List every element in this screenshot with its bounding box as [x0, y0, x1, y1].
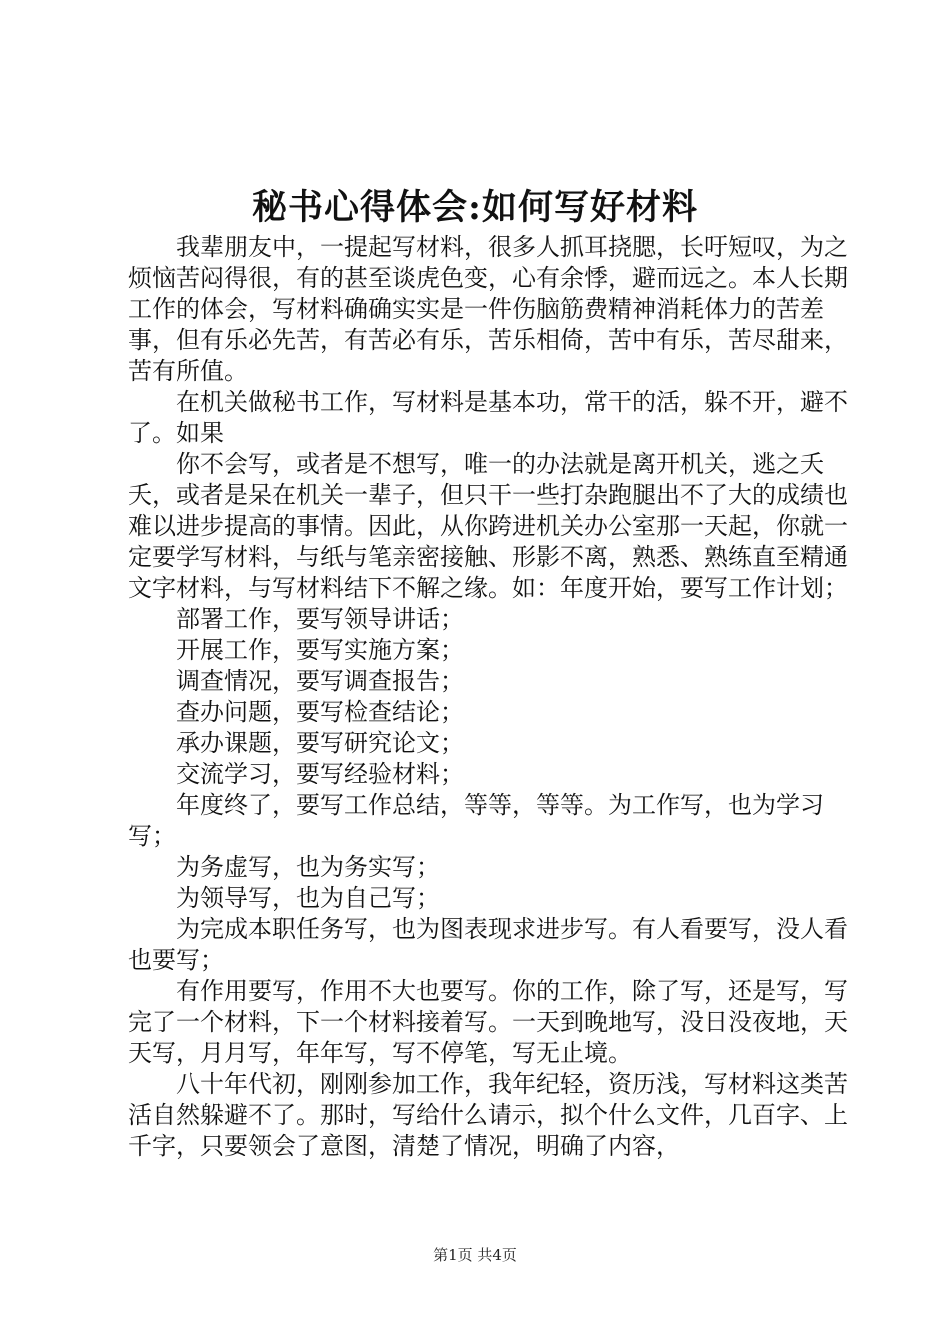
paragraph: 为领导写，也为自己写； — [176, 884, 440, 912]
paragraph: 为务虚写，也为务实写； — [176, 853, 440, 881]
document-body — [128, 232, 850, 1162]
paragraph: 八十年代初，刚刚参加工作，我年纪轻，资历浅，写材料这类苦活自然躲避不了。那时，写给什么请示，拟个什么文件，几百字、上千字，只要领会了意图，清楚了情况，明确了内容， — [128, 1070, 848, 1160]
paragraph: 你不会写，或者是不想写，唯一的办法就是离开机关，逃之夭夭，或者是呆在机关一辈子，但只干一些打杂跑腿出不了大的成绩也难以进步提高的事情。因此，从你跨进机关办公室那一天起，你就一定要学写材料，与纸与笔亲密接触、形影不离，熟悉、熟练直至精通文字材料，与写材料结下不解之缘。如：年度开始，要写工作计划； — [128, 450, 848, 602]
document-title: 秘书心得体会:如何写好材料 — [252, 187, 698, 228]
paragraph: 年度终了，要写工作总结，等等，等等。为工作写，也为学习写； — [128, 791, 824, 850]
paragraph: 承办课题，要写研究论文； — [176, 729, 464, 757]
paragraph: 开展工作，要写实施方案； — [176, 636, 464, 664]
paragraph: 我辈朋友中，一提起写材料，很多人抓耳挠腮，长吁短叹，为之烦恼苦闷得很，有的甚至谈虎色变，心有余悸，避而远之。本人长期工作的体会，写材料确确实实是一件伤脑筋费精神消耗体力的苦差事，但有乐必先苦，有苦必有乐，苦乐相倚，苦中有乐，苦尽甜来，苦有所值。 — [128, 233, 848, 385]
paragraph: 在机关做秘书工作，写材料是基本功，常干的活，躲不开，避不了。如果 — [128, 388, 848, 447]
paragraph: 查办问题，要写检查结论； — [176, 698, 464, 726]
paragraph: 有作用要写，作用不大也要写。你的工作，除了写，还是写，写完了一个材料，下一个材料接着写。一天到晚地写，没日没夜地，天天写，月月写，年年写，写不停笔，写无止境。 — [128, 977, 848, 1067]
paragraph: 部署工作，要写领导讲话； — [176, 605, 464, 633]
paragraph: 为完成本职任务写，也为图表现求进步写。有人看要写，没人看也要写； — [128, 915, 848, 974]
page-footer: 第1页 共4页 — [433, 1246, 517, 1264]
paragraph: 调查情况，要写调查报告； — [176, 667, 464, 695]
paragraph: 交流学习，要写经验材料； — [176, 760, 464, 788]
